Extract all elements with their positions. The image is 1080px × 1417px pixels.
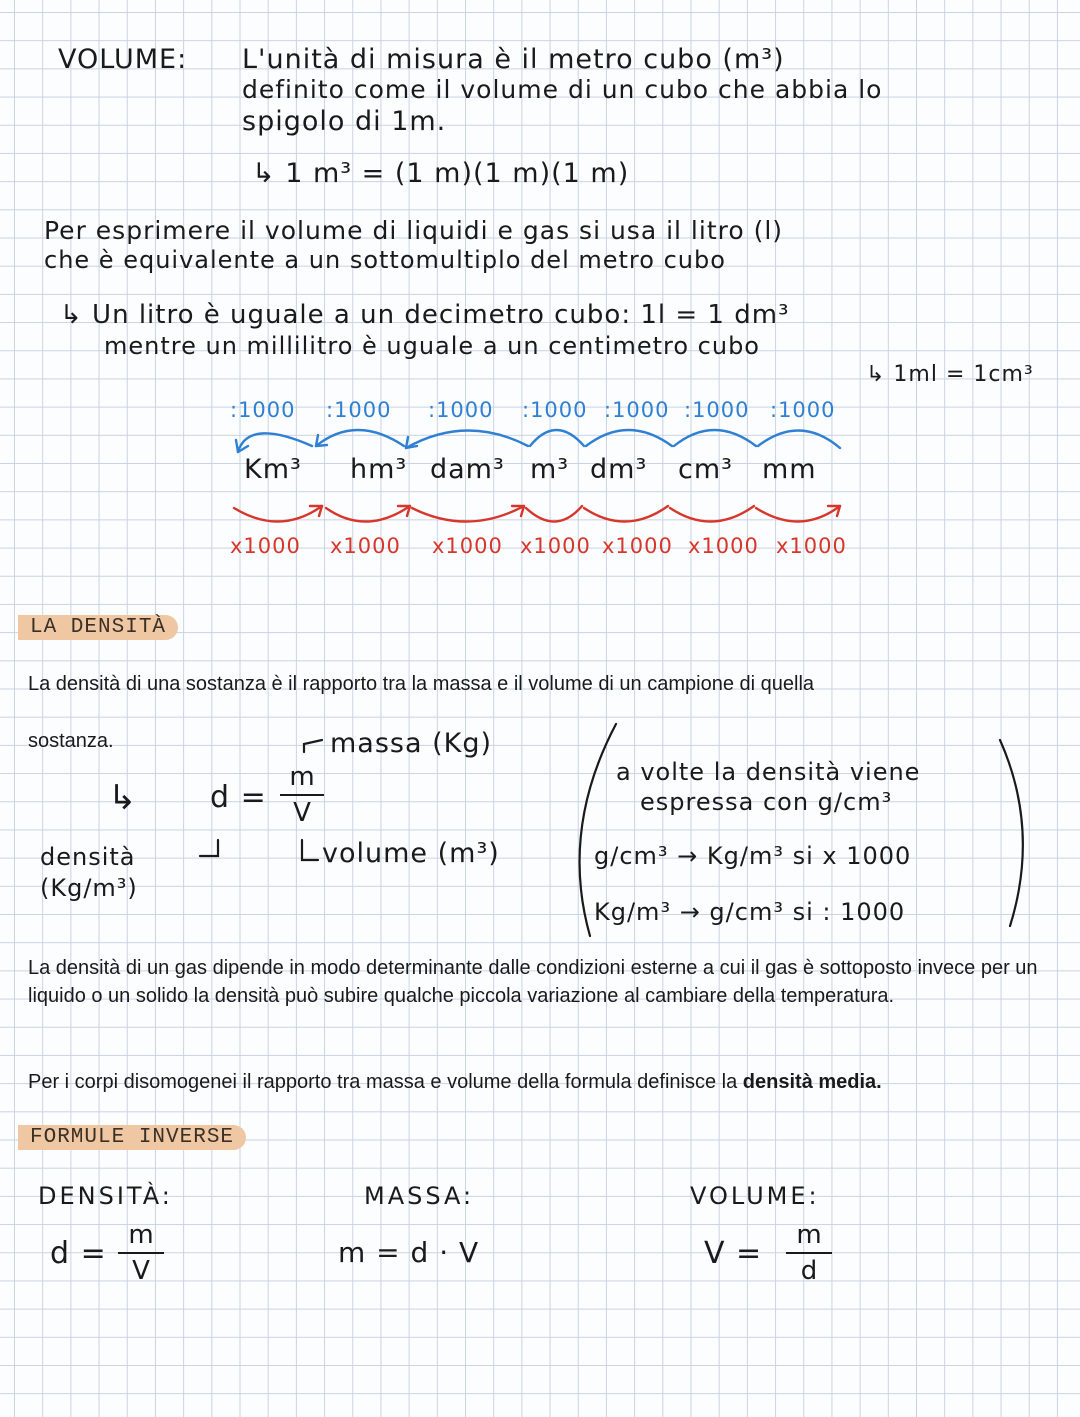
volume-def-line3: spigolo di 1m. [242,106,447,137]
fraction-denominator: V [132,1256,150,1286]
formula-volume-label: VOLUME: [690,1182,820,1210]
fraction-denominator: V [293,798,311,828]
box-line1: a volte la densità viene [616,758,921,786]
divide-label: :1000 [770,398,836,422]
unit-mm: mm [762,454,817,485]
densita-d-equals: d = [210,780,267,815]
fraction-numerator: m [289,762,315,792]
liquid-line1: Per esprimere il volume di liquidi e gas si usa il litro (l) [44,216,784,245]
ml-line: ↳ 1ml = 1cm³ [866,362,1034,387]
unit-dm3: dm³ [590,454,648,485]
formula-volume-fraction [786,1220,832,1286]
unit-dam3: dam³ [430,454,505,485]
massa-note: massa (Kg) [330,728,493,759]
divide-label: :1000 [522,398,588,422]
densita-paragraph-gas: La densità di un gas dipende in modo determinante dalle condizioni esterne a cui il gas è sottoposto invece per un liquido o un solido la densità può subire qualche piccola variazione al cambiare della temperatura. [28,957,1038,1007]
section-tag-formule: FORMULE INVERSE [18,1125,246,1150]
volume-formula: ↳ 1 m³ = (1 m)(1 m)(1 m) [252,158,630,189]
fraction-denominator: d [800,1256,818,1286]
formula-massa-label: MASSA: [364,1182,475,1210]
densita-note-2: (Kg/m³) [40,874,138,902]
box-line2: espressa con g/cm³ [640,788,893,816]
fraction-numerator: m [796,1220,822,1250]
box-line3: g/cm³ → Kg/m³ si x 1000 [594,842,912,870]
fraction-bar [786,1252,832,1254]
formula-volume-lhs: V = [704,1236,763,1271]
densita-paragraph-media [28,1068,1048,1096]
section-tag-densita: LA DENSITÀ [18,615,178,640]
multiply-label: x1000 [432,534,503,558]
unit-km3: Km³ [244,454,302,485]
fraction-bar [118,1252,164,1254]
multiply-label: x1000 [330,534,401,558]
divide-label: :1000 [230,398,296,422]
volume-def-line1: L'unità di misura è il metro cubo (m³) [242,44,785,75]
multiply-label: x1000 [520,534,591,558]
divide-label: :1000 [604,398,670,422]
densita-definition-line1: La densità di una sostanza è il rapporto tra la massa e il volume di un campione di quella [28,673,815,695]
multiply-label: x1000 [776,534,847,558]
massa-pointer [304,740,322,752]
unit-cm3: cm³ [678,454,733,485]
densita-definition-line2: sostanza. [28,730,114,752]
multiply-label: x1000 [230,534,301,558]
formula-densita-fraction [118,1220,164,1286]
box-line4: Kg/m³ → g/cm³ si : 1000 [594,898,906,926]
liquid-line2: che è equivalente a un sottomultiplo del metro cubo [44,246,726,274]
box-right-bracket [1000,740,1023,926]
divide-label: :1000 [684,398,750,422]
densita-arrow: ↳ [108,778,138,818]
densita-pointer [200,840,218,856]
formula-densita-label: DENSITÀ: [38,1182,173,1210]
fraction-numerator: m [128,1220,154,1250]
densita-media-bold: densità media. [742,1071,882,1093]
multiply-label: x1000 [602,534,673,558]
volume-pointer [302,840,318,860]
volume-def-line2: definito come il volume di un cubo che abbia lo [242,75,883,104]
litro-line2: mentre un millilitro è uguale a un centimetro cubo [104,332,760,360]
para-media-text: Per i corpi disomogenei il rapporto tra massa e volume della formula definisce la [28,1071,743,1093]
unit-m3: m³ [530,454,570,485]
formula-massa: m = d · V [338,1236,480,1269]
divide-label: :1000 [428,398,494,422]
unit-hm3: hm³ [350,454,408,485]
densita-note-1: densità [40,843,136,871]
multiply-label: x1000 [688,534,759,558]
formula-densita-lhs: d = [50,1236,107,1271]
divide-label: :1000 [326,398,392,422]
volume-label: VOLUME: [58,44,188,75]
litro-line1: ↳ Un litro è uguale a un decimetro cubo: 1l = 1 dm³ [60,300,790,330]
volume-note: volume (m³) [322,838,500,869]
